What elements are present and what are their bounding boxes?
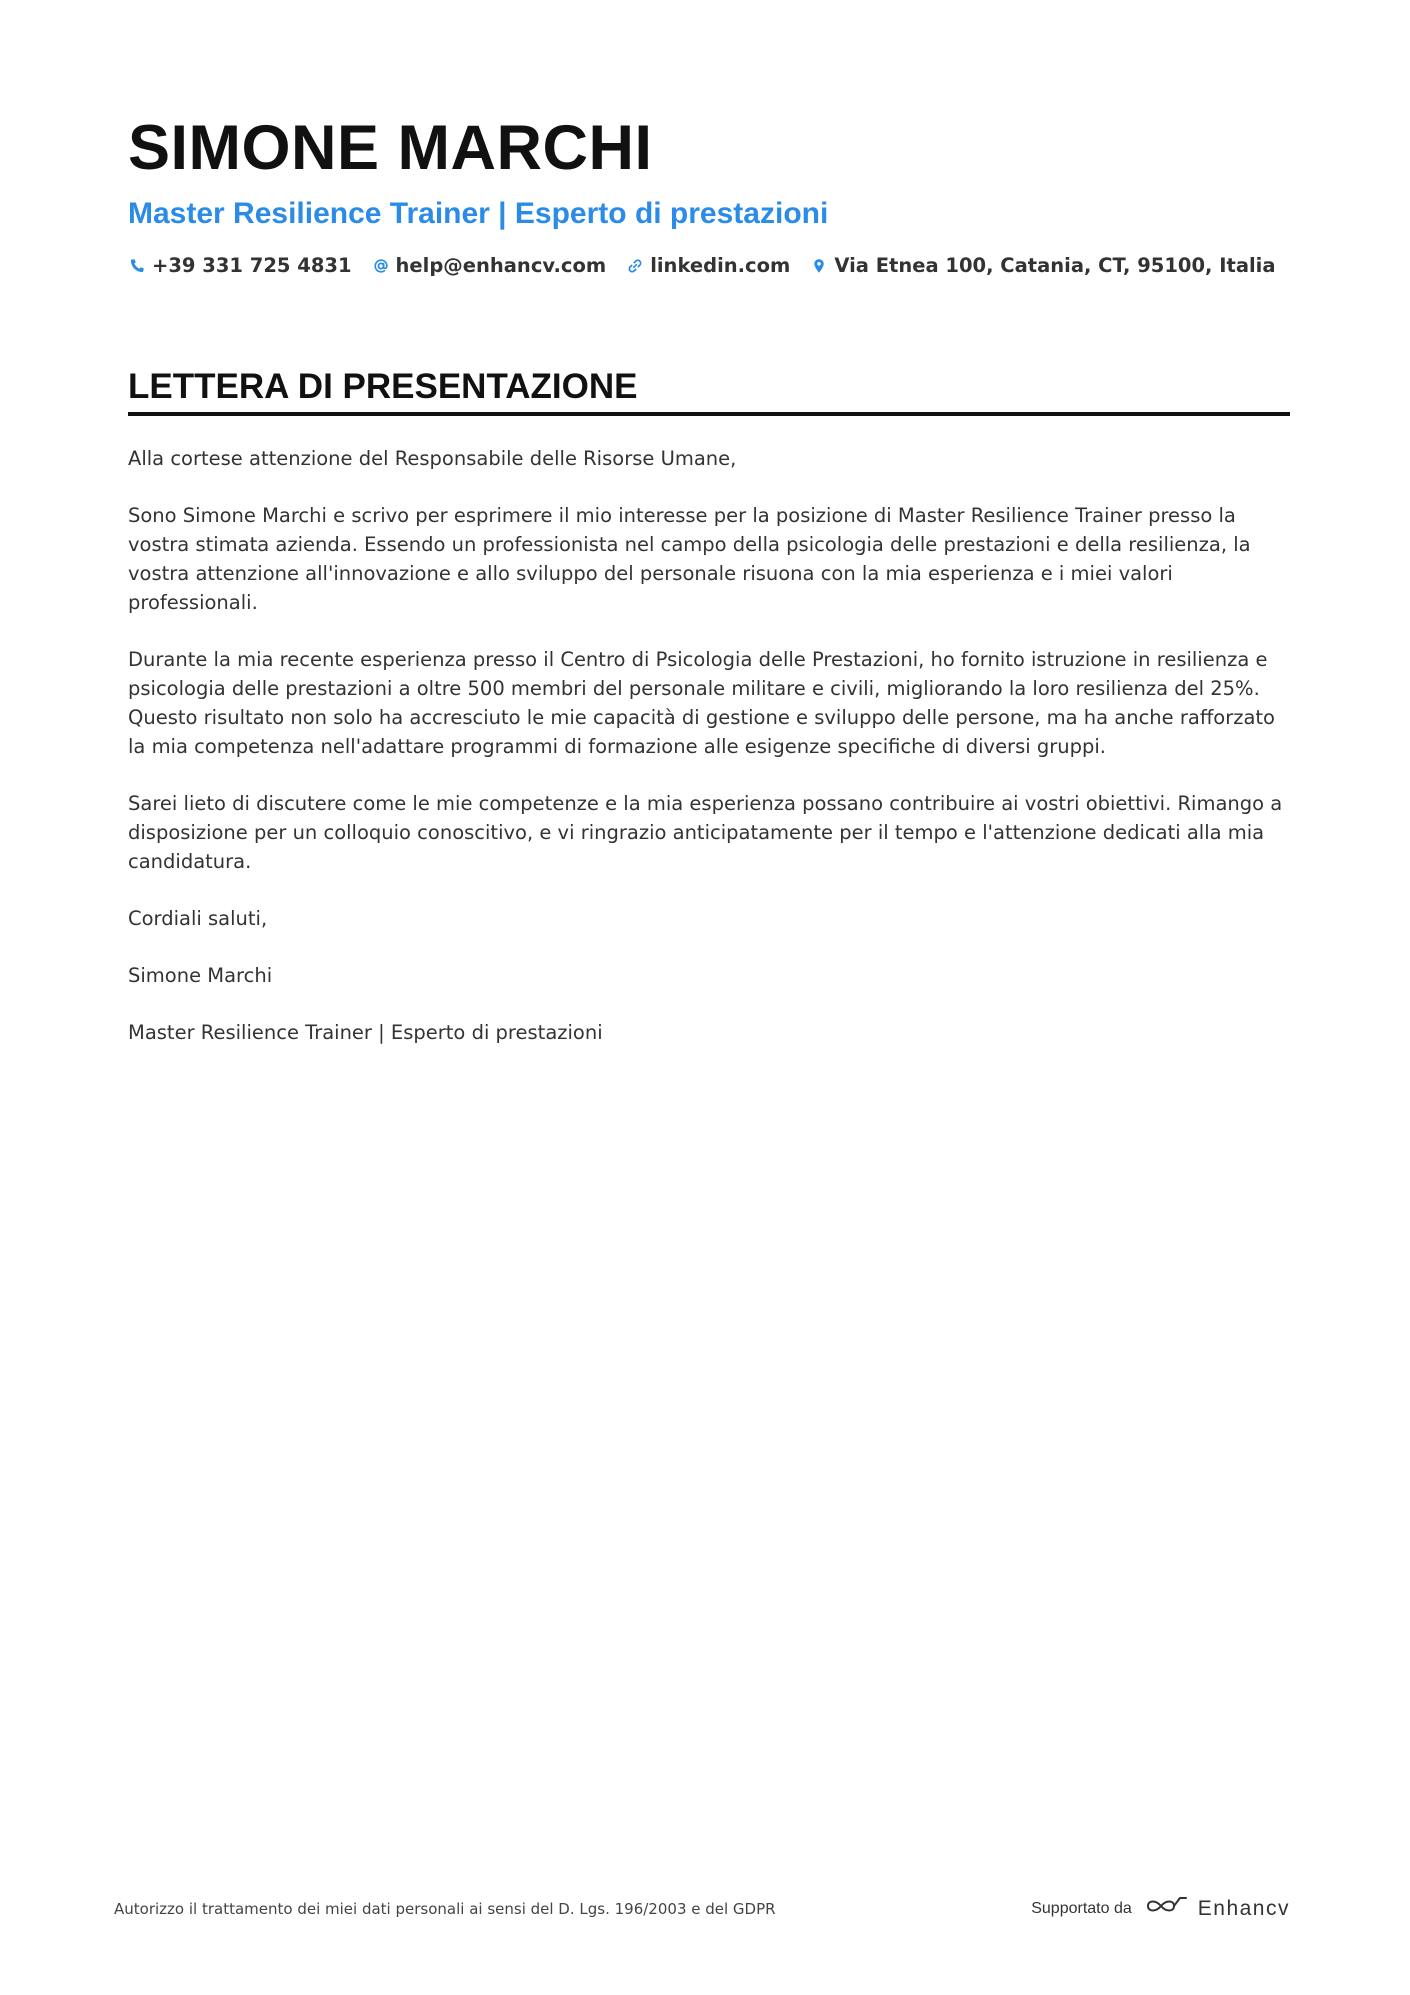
contact-linkedin xyxy=(626,254,790,277)
contact-address xyxy=(810,254,1275,277)
phone-icon xyxy=(128,257,146,275)
privacy-consent: Autorizzo il trattamento dei miei dati personali ai sensi del D. Lgs. 196/2003 e del GDPR xyxy=(114,1899,776,1918)
signature-title: Master Resilience Trainer | Esperto di prestazioni xyxy=(128,1021,603,1044)
section-title: LETTERA DI PRESENTAZIONE xyxy=(128,364,1290,416)
powered-by-label: Supportato da xyxy=(1031,1899,1132,1917)
at-icon xyxy=(372,257,390,275)
closing-greeting: Cordiali saluti, xyxy=(128,907,268,930)
contact-phone-text: +39 331 725 4831 xyxy=(152,254,352,277)
letter-body xyxy=(128,444,1290,1047)
contact-email-text: help@enhancv.com xyxy=(395,254,607,277)
contact-email xyxy=(372,254,607,277)
contact-phone xyxy=(128,254,352,277)
candidate-name: SIMONE MARCHI xyxy=(128,113,653,183)
powered-by[interactable] xyxy=(1031,1894,1290,1923)
brand-name: Enhancv xyxy=(1197,1896,1290,1920)
location-icon xyxy=(810,257,828,275)
link-icon xyxy=(626,257,644,275)
candidate-title: Master Resilience Trainer | Esperto di prestazioni xyxy=(128,197,829,230)
contact-linkedin-text: linkedin.com xyxy=(650,254,791,277)
salutation: Alla cortese attenzione del Responsabile delle Risorse Umane, xyxy=(128,447,737,470)
footer xyxy=(114,1894,1290,1923)
contact-address-text: Via Etnea 100, Catania, CT, 95100, Italia xyxy=(834,254,1276,277)
paragraph-experience: Durante la mia recente esperienza presso il Centro di Psicologia delle Prestazioni, ho fornito istruzione in resilienza e psicologia delle prestazioni a oltre 500 membri del personale militare e civili, migliorando la loro resilienza del 25%. Questo risultato non solo ha accresciuto le mie capacità di gestione e sviluppo delle persone, ma ha anche rafforzato la mia competenza nell'adattare programmi di formazione alle esigenze specifiche di diversi gruppi. xyxy=(128,648,1275,758)
header xyxy=(128,110,1290,277)
contact-bar xyxy=(128,254,1290,277)
enhancv-logo-icon xyxy=(1144,1894,1190,1923)
letter-section xyxy=(128,364,1290,1075)
signature-name: Simone Marchi xyxy=(128,964,273,987)
paragraph-intro: Sono Simone Marchi e scrivo per esprimere il mio interesse per la posizione di Master Resilience Trainer presso la vostra stimata azienda. Essendo un professionista nel campo della psicologia delle prestazioni e della resilienza, la vostra attenzione all'innovazione e allo sviluppo del personale risuona con la mia esperienza e i miei valori professionali. xyxy=(128,504,1251,614)
paragraph-closing: Sarei lieto di discutere come le mie competenze e la mia esperienza possano contribuire ai vostri obiettivi. Rimango a disposizione per un colloquio conoscitivo, e vi ringrazio anticipatamente per il tempo e l'attenzione dedicati alla mia candidatura. xyxy=(128,792,1283,873)
